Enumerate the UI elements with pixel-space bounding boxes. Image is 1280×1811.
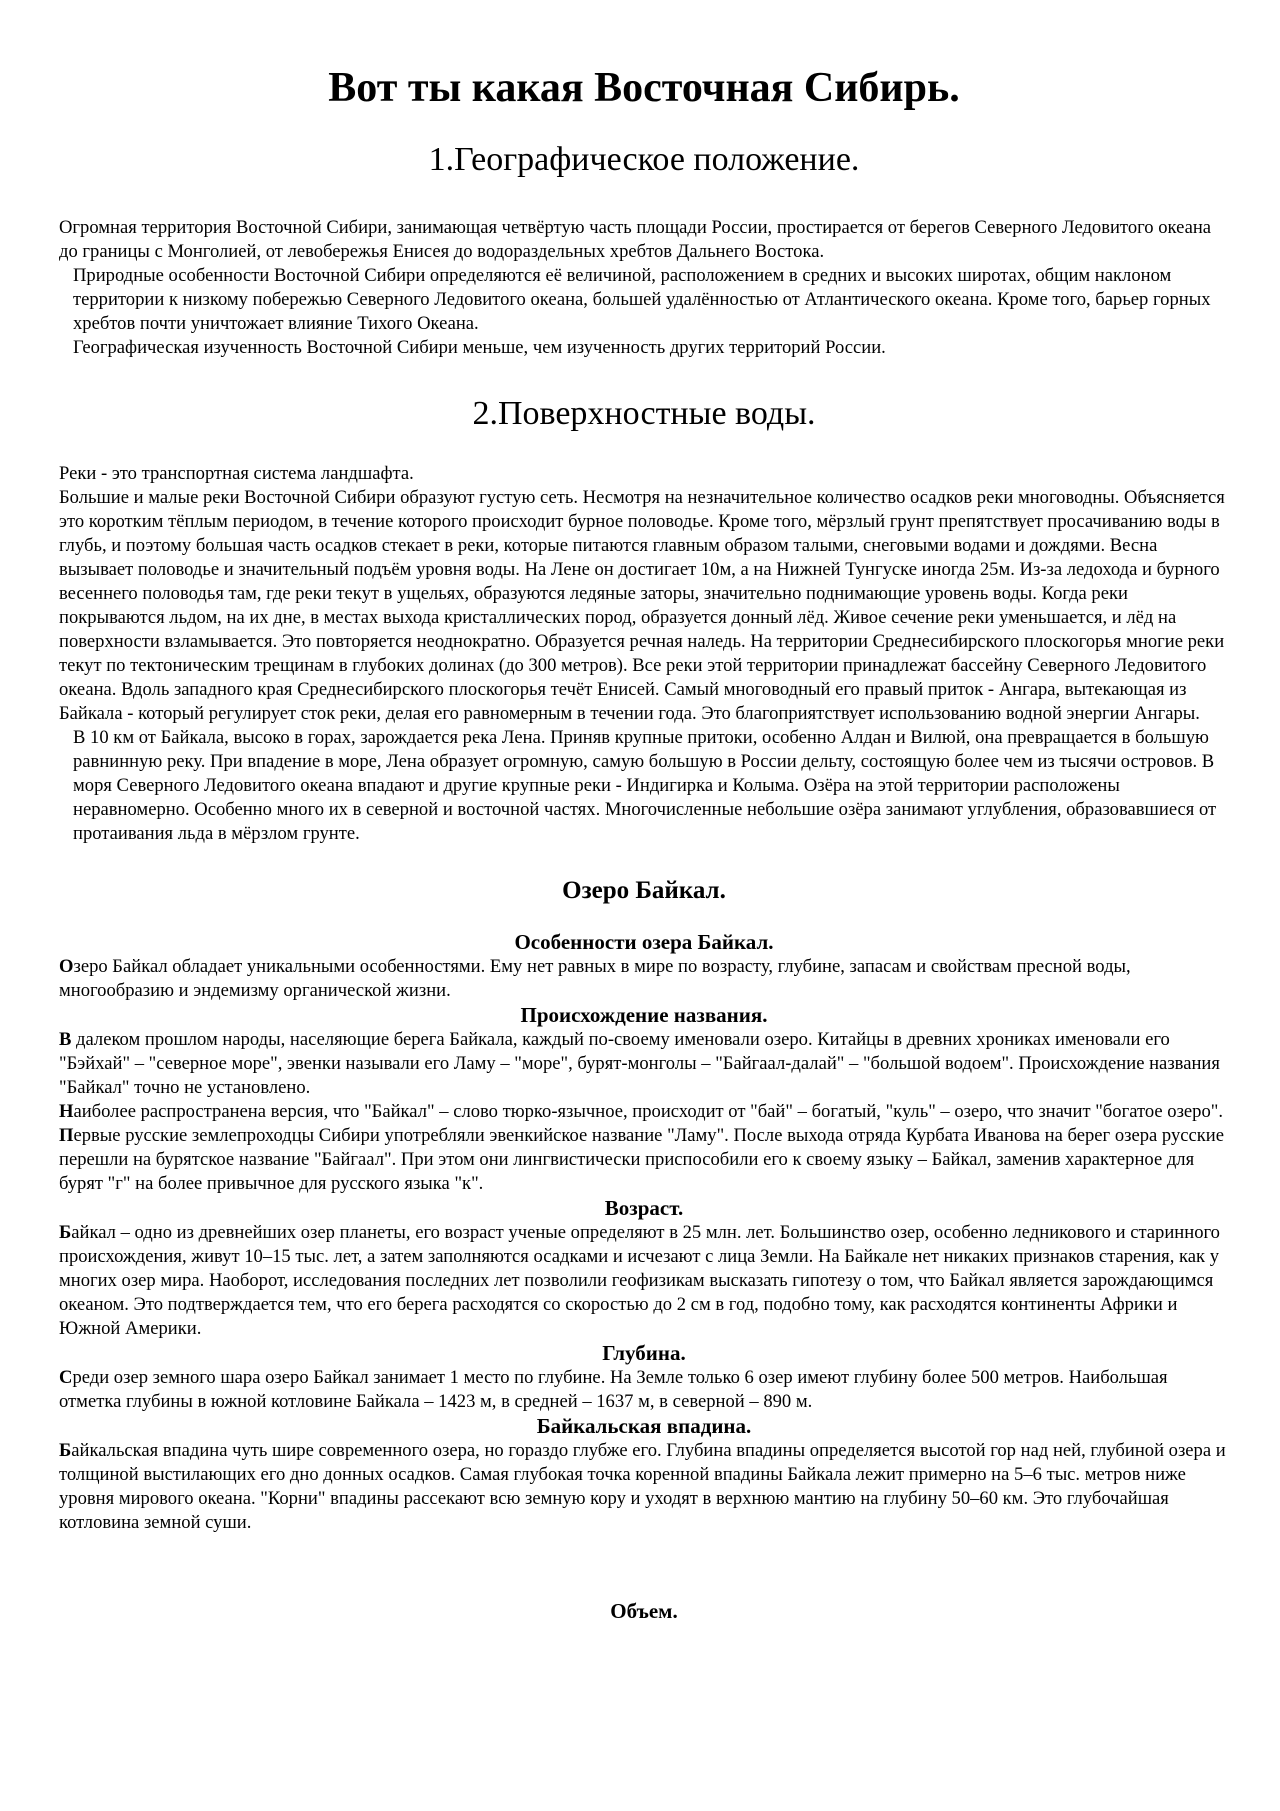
volume-heading: Объем. [610, 1599, 678, 1623]
name-origin-paragraph-1 [59, 1028, 1229, 1100]
waters-paragraph-2: Большие и малые реки Восточной Сибири образуют густую сеть. Несмотря на незначительное количество осадков реки многоводны. Объясняется это коротким тёплым периодом, в течение которого происходит бурное половодье. Кроме того, мёрзлый грунт препятствует просачиванию воды в глубь, и поэтому большая часть осадков стекает в реки, которые питаются главным образом талыми, снеговыми водами и дождями. Весна вызывает половодье и значительный подъём уровня воды. На Лене он достигает 10м, а на Нижней Тунгуске иногда 25м. Из-за ледохода и бурного весеннего половодья там, где реки текут в ущельях, образуются ледяные заторы, значительно поднимающие уровень воды. Когда реки покрываются льдом, на их дне, в местах выхода кристаллических пород, образуется донный лёд. Живое сечение реки уменьшается, и лёд на поверхности взламывается. Это повторяется неоднократно. Образуется речная наледь. На территории Среднесибирского плоскогорья многие реки текут по тектоническим трещинам в глубоких долинах (до 300 метров). Все реки этой территории принадлежат бассейну Северного Ледовитого океана. Вдоль западного края Среднесибирского плоскогорья течёт Енисей. Самый многоводный его правый приток - Ангара, вытекающая из Байкала - который регулирует сток реки, делая его равномерным в течении года. Это благоприятствует использованию водной энергии Ангары. [59, 487, 1225, 724]
depth-lead-letter: С [59, 1367, 73, 1388]
section-heading-surface-waters: 2.Поверхностные воды. [472, 395, 816, 432]
document-page [59, 0, 1229, 1624]
age-lead-letter: Б [59, 1222, 72, 1243]
geography-paragraph-3: Географическая изученность Восточной Сибири меньше, чем изученность других территорий России. [73, 337, 886, 358]
geography-paragraph-1: Огромная территория Восточной Сибири, занимающая четвёртую часть площади России, простирается от берегов Северного Ледовитого океана до границы с Монголией, от левобережья Енисея до водораздельных хребтов Дальнего Востока. [59, 217, 1212, 262]
section-heading-geography: 1.Географическое положение. [428, 141, 860, 178]
name-origin-lead-letter-1: В [59, 1029, 72, 1050]
features-heading: Особенности озера Байкал. [514, 930, 774, 954]
baikal-rift-heading: Байкальская впадина. [536, 1414, 752, 1438]
features-paragraph [59, 955, 1229, 1003]
features-lead-letter: О [59, 956, 74, 977]
features-text: зеро Байкал обладает уникальными особенностями. Ему нет равных в мире по возрасту, глубине, запасам и свойствам пресной воды, многообразию и эндемизму органической жизни. [59, 956, 1131, 1001]
name-origin-text-1: далеком прошлом народы, населяющие берега Байкала, каждый по-своему именовали озеро. Китайцы в древних хрониках именовали его "Бэйхай" – "северное море", эвенки называли его Ламу – "море", бурят-монголы – "Байгаал-далай" – "большой водоем". Происхождение названия "Байкал" точно не установлено. [59, 1029, 1220, 1098]
waters-paragraph-1: Реки - это транспортная система ландшафта. [59, 463, 414, 484]
name-origin-text-2: аиболее распространена версия, что "Байкал" – слово тюрко-язычное, происходит от "бай" – богатый, "куль" – озеро, что значит "богатое озеро". [73, 1101, 1223, 1122]
depth-heading: Глубина. [602, 1341, 686, 1365]
name-origin-paragraph-3 [59, 1124, 1229, 1196]
depth-paragraph [59, 1366, 1229, 1414]
geography-paragraph-2: Природные особенности Восточной Сибири определяются её величиной, расположением в средних и высоких широтах, общим наклоном территории к низкому побережью Северного Ледовитого океана, большей удалённостью от Атлантического океана. Кроме того, барьер горных хребтов почти уничтожает влияние Тихого Океана. [73, 265, 1211, 334]
name-origin-lead-letter-2: Н [59, 1101, 74, 1122]
baikal-rift-text: айкальская впадина чуть шире современного озера, но гораздо глубже его. Глубина впадины определяется высотой гор над ней, глубиной озера и толщиной выстилающих его дно донных осадков. Самая глубокая точка коренной впадины Байкала лежит примерно на 5–6 тыс. метров ниже уровня мирового океана. "Корни" впадины рассекают всю земную кору и уходят в верхнюю мантию на глубину 50–60 км. Это глубочайшая котловина земной суши. [59, 1440, 1226, 1533]
document-title: Вот ты какая Восточная Сибирь. [328, 65, 960, 111]
depth-text: реди озер земного шара озеро Байкал занимает 1 место по глубине. На Земле только 6 озер имеют глубину более 500 метров. Наибольшая отметка глубины в южной котловине Байкала – 1423 м, в средней – 1637 м, в северной – 890 м. [59, 1367, 1168, 1412]
waters-paragraph-3: В 10 км от Байкала, высоко в горах, зарождается река Лена. Приняв крупные притоки, особенно Алдан и Вилюй, она превращается в большую равнинную реку. При впадение в море, Лена образует огромную, самую большую в России дельту, состоящую более чем из тысячи островов. В моря Северного Ледовитого океана впадают и другие крупные реки - Индигирка и Колыма. Озёра на этой территории расположены неравномерно. Особенно много их в северной и восточной частях. Многочисленные небольшие озёра занимают углубления, образовавшиеся от протаивания льда в мёрзлом грунте. [73, 727, 1217, 844]
age-paragraph [59, 1221, 1229, 1341]
age-text: айкал – одно из древнейших озер планеты, его возраст ученые определяют в 25 млн. лет. Большинство озер, особенно ледникового и старинного происхождения, живут 10–15 тыс. лет, а затем заполняются осадками и исчезают с лица Земли. На Байкале нет никаких признаков старения, как у многих озер мира. Наоборот, исследования последних лет позволили геофизикам высказать гипотезу о том, что Байкал является зарождающимся океаном. Это подтверждается тем, что его берега расходятся со скоростью до 2 см в год, подобно тому, как расходятся континенты Африки и Южной Америки. [59, 1222, 1220, 1339]
name-origin-lead-letter-3: П [59, 1125, 74, 1146]
baikal-heading: Озеро Байкал. [562, 877, 726, 904]
name-origin-heading: Происхождение названия. [520, 1003, 768, 1027]
baikal-rift-lead-letter: Б [59, 1440, 72, 1461]
age-heading: Возраст. [604, 1196, 684, 1220]
name-origin-paragraph-2 [59, 1100, 1229, 1124]
baikal-rift-paragraph [59, 1439, 1229, 1535]
name-origin-text-3: ервые русские землепроходцы Сибири употребляли эвенкийское название "Ламу". После выхода отряда Курбата Иванова на берег озера русские перешли на бурятское название "Байгаал". При этом они лингвистически приспособили его к своему языку – Байкал, заменив характерное для бурят "г" на более привычное для русского языка "к". [59, 1125, 1225, 1194]
